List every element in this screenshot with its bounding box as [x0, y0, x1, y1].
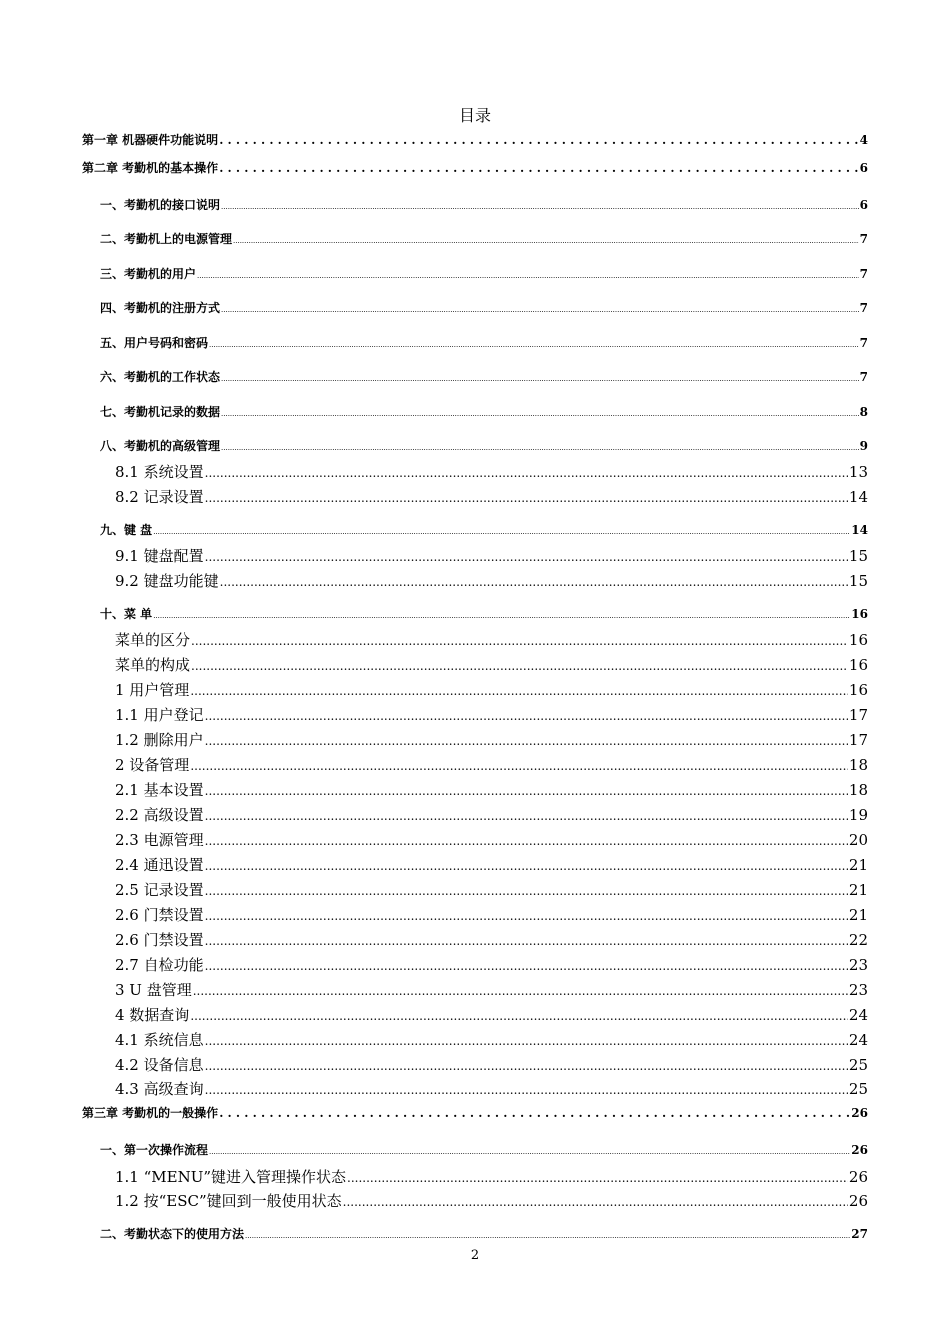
dot-leader: [153, 523, 850, 537]
toc-entry-page: 16: [848, 631, 868, 649]
toc-entry-label: 2 设备管理: [115, 756, 190, 774]
toc-entry-label: 1.1 “MENU”键进入管理操作状态: [115, 1168, 347, 1186]
dot-leader: [343, 1192, 848, 1210]
dot-leader: [191, 631, 848, 649]
toc-entry-label: 9.1 键盘配置: [115, 547, 204, 565]
toc-entry-label: 菜单的构成: [115, 656, 191, 674]
dot-leader: [205, 831, 848, 849]
toc-entry-page: 7: [859, 336, 868, 350]
toc-entry[interactable]: [82, 159, 868, 176]
toc-entry-page: 26: [848, 1192, 868, 1210]
toc-entry-label: 三、考勤机的用户: [100, 267, 197, 281]
toc-entry[interactable]: [115, 779, 868, 800]
toc-entry-label: 一、第一次操作流程: [100, 1143, 209, 1157]
dot-leader: [191, 656, 848, 674]
toc-entry[interactable]: [115, 954, 868, 975]
toc-entry[interactable]: [115, 486, 868, 507]
toc-entry[interactable]: [100, 1225, 868, 1242]
toc-entry[interactable]: [100, 521, 868, 538]
toc-entry-label: 2.6 门禁设置: [115, 931, 204, 949]
dot-leader: [221, 439, 859, 453]
toc-entry-page: 20: [848, 831, 868, 849]
toc-entry[interactable]: [115, 979, 868, 1000]
dot-leader: [221, 370, 859, 384]
toc-entry-label: 五、用户号码和密码: [100, 336, 209, 350]
toc-entry-page: 18: [848, 756, 868, 774]
toc-entry-page: 21: [848, 856, 868, 874]
toc-entry-label: 4.1 系统信息: [115, 1031, 204, 1049]
dot-leader: [190, 681, 848, 699]
toc-entry-page: 9: [859, 439, 868, 453]
dot-leader: [205, 881, 848, 899]
dot-leader: [221, 405, 859, 419]
dot-leader: [193, 981, 848, 999]
toc-entry-label: 四、考勤机的注册方式: [100, 301, 221, 315]
toc-entry-label: 第一章 机器硬件功能说明: [82, 133, 219, 147]
toc-entry-page: 25: [848, 1056, 868, 1074]
dot-leader: [209, 1143, 850, 1157]
toc-entry[interactable]: [115, 679, 868, 700]
dot-leader: [153, 607, 850, 621]
toc-entry[interactable]: [115, 1054, 868, 1075]
dot-leader: [221, 301, 859, 315]
dot-leader: [219, 133, 858, 147]
toc-entry-label: 2.5 记录设置: [115, 881, 204, 899]
dot-leader: [205, 956, 848, 974]
dot-leader: [190, 756, 848, 774]
toc-entry-label: 一、考勤机的接口说明: [100, 198, 221, 212]
dot-leader: [190, 1006, 848, 1024]
toc-entry[interactable]: [115, 879, 868, 900]
dot-leader: [205, 463, 848, 481]
toc-entry[interactable]: [82, 1104, 868, 1121]
toc-entry[interactable]: [115, 654, 868, 675]
toc-entry-page: 24: [848, 1031, 868, 1049]
toc-entry[interactable]: [100, 265, 868, 282]
dot-leader: [209, 336, 859, 350]
toc-entry-page: 6: [859, 161, 868, 175]
toc-entry[interactable]: [82, 131, 868, 148]
toc-entry-label: 菜单的区分: [115, 631, 191, 649]
toc-entry-page: 24: [848, 1006, 868, 1024]
toc-entry-label: 第三章 考勤机的一般操作: [82, 1106, 219, 1120]
toc-entry-label: 二、考勤机上的电源管理: [100, 232, 233, 246]
dot-leader: [205, 731, 848, 749]
toc-entry-page: 21: [848, 906, 868, 924]
toc-entry[interactable]: [115, 629, 868, 650]
page-number: 2: [470, 1248, 480, 1263]
toc-entry[interactable]: [115, 1029, 868, 1050]
toc-entry-page: 17: [848, 706, 868, 724]
toc-entry-page: 15: [848, 572, 868, 590]
toc-entry-page: 16: [851, 607, 868, 621]
toc-entry-page: 27: [851, 1227, 868, 1241]
toc-entry-label: 八、考勤机的高级管理: [100, 439, 221, 453]
toc-entry-label: 4.2 设备信息: [115, 1056, 204, 1074]
dot-leader: [205, 488, 848, 506]
toc-entry-page: 26: [848, 1168, 868, 1186]
toc-entry[interactable]: [115, 1166, 868, 1187]
toc-entry-page: 8: [859, 405, 868, 419]
dot-leader: [205, 781, 848, 799]
toc-entry-page: 4: [859, 133, 868, 147]
toc-entry-page: 16: [848, 656, 868, 674]
toc-entry[interactable]: [115, 854, 868, 875]
toc-entry-label: 2.2 高级设置: [115, 806, 204, 824]
toc-entry-page: 15: [848, 547, 868, 565]
toc-entry-label: 十、菜 单: [100, 607, 153, 621]
toc-entry-page: 26: [851, 1106, 868, 1120]
dot-leader: [205, 706, 848, 724]
toc-entry-page: 25: [848, 1080, 868, 1098]
toc-entry-label: 1.2 删除用户: [115, 731, 204, 749]
dot-leader: [205, 1031, 848, 1049]
toc-entry[interactable]: [115, 1078, 868, 1099]
toc-entry-label: 2.6 门禁设置: [115, 906, 204, 924]
toc-entry-page: 23: [848, 981, 868, 999]
toc-entry[interactable]: [100, 368, 868, 385]
toc-entry-page: 21: [848, 881, 868, 899]
dot-leader: [233, 232, 859, 246]
dot-leader: [197, 267, 859, 281]
toc-entry-page: 7: [859, 232, 868, 246]
dot-leader: [205, 906, 848, 924]
toc-entry-label: 1 用户管理: [115, 681, 190, 699]
toc-entry[interactable]: [115, 804, 868, 825]
toc-entry[interactable]: [115, 461, 868, 482]
toc-entry-page: 13: [848, 463, 868, 481]
toc-entry-label: 1.1 用户登记: [115, 706, 204, 724]
toc-entry-label: 第二章 考勤机的基本操作: [82, 161, 219, 175]
toc-entry[interactable]: [115, 1004, 868, 1025]
toc-entry[interactable]: [100, 196, 868, 213]
toc-entry-label: 六、考勤机的工作状态: [100, 370, 221, 384]
toc-entry-page: 17: [848, 731, 868, 749]
toc-entry-label: 9.2 键盘功能键: [115, 572, 219, 590]
toc-entry-page: 14: [848, 488, 868, 506]
toc-entry-page: 19: [848, 806, 868, 824]
toc-entry[interactable]: [100, 1141, 868, 1158]
dot-leader: [245, 1227, 850, 1241]
toc-entry-label: 七、考勤机记录的数据: [100, 405, 221, 419]
dot-leader: [219, 1106, 850, 1120]
toc-entry[interactable]: [100, 230, 868, 247]
toc-entry[interactable]: [115, 929, 868, 950]
toc-entry[interactable]: [115, 829, 868, 850]
toc-title: 目录: [458, 106, 491, 125]
toc-entry-label: 二、考勤状态下的使用方法: [100, 1227, 245, 1241]
dot-leader: [205, 547, 848, 565]
toc-entry[interactable]: [100, 403, 868, 420]
toc-entry-label: 3 U 盘管理: [115, 981, 192, 999]
toc-entry[interactable]: [115, 754, 868, 775]
toc-entry[interactable]: [115, 570, 868, 591]
toc-entry-label: 8.2 记录设置: [115, 488, 204, 506]
toc-entry-page: 16: [848, 681, 868, 699]
toc-entry-page: 23: [848, 956, 868, 974]
toc-entry-page: 26: [851, 1143, 868, 1157]
toc-entry[interactable]: [115, 704, 868, 725]
toc-entry-label: 2.1 基本设置: [115, 781, 204, 799]
dot-leader: [221, 198, 859, 212]
toc-entry[interactable]: [115, 1190, 868, 1211]
toc-entry[interactable]: [115, 729, 868, 750]
toc-entry-label: 1.2 按“ESC”键回到一般使用状态: [115, 1192, 342, 1210]
toc-entry-page: 18: [848, 781, 868, 799]
dot-leader: [205, 1080, 848, 1098]
dot-leader: [205, 1056, 848, 1074]
toc-entry-label: 4 数据查询: [115, 1006, 190, 1024]
dot-leader: [219, 161, 858, 175]
toc-entry-page: 7: [859, 301, 868, 315]
dot-leader: [205, 931, 848, 949]
toc-entry[interactable]: [115, 545, 868, 566]
toc-entry-page: 6: [859, 198, 868, 212]
toc-entry-label: 九、键 盘: [100, 523, 153, 537]
toc-entry-page: 14: [851, 523, 868, 537]
toc-entry-page: 22: [848, 931, 868, 949]
toc-entry[interactable]: [100, 437, 868, 454]
toc-entry[interactable]: [115, 904, 868, 925]
toc-entry-label: 2.4 通迅设置: [115, 856, 204, 874]
toc-entry[interactable]: [100, 299, 868, 316]
toc-entry-label: 2.7 自检功能: [115, 956, 204, 974]
toc-entry-label: 2.3 电源管理: [115, 831, 204, 849]
dot-leader: [220, 572, 848, 590]
toc-entry-page: 7: [859, 267, 868, 281]
toc-entry[interactable]: [100, 334, 868, 351]
toc-entry-page: 7: [859, 370, 868, 384]
dot-leader: [347, 1168, 848, 1186]
dot-leader: [205, 856, 848, 874]
toc-entry[interactable]: [100, 605, 868, 622]
toc-entry-label: 8.1 系统设置: [115, 463, 204, 481]
toc-entry-label: 4.3 高级查询: [115, 1080, 204, 1098]
dot-leader: [205, 806, 848, 824]
